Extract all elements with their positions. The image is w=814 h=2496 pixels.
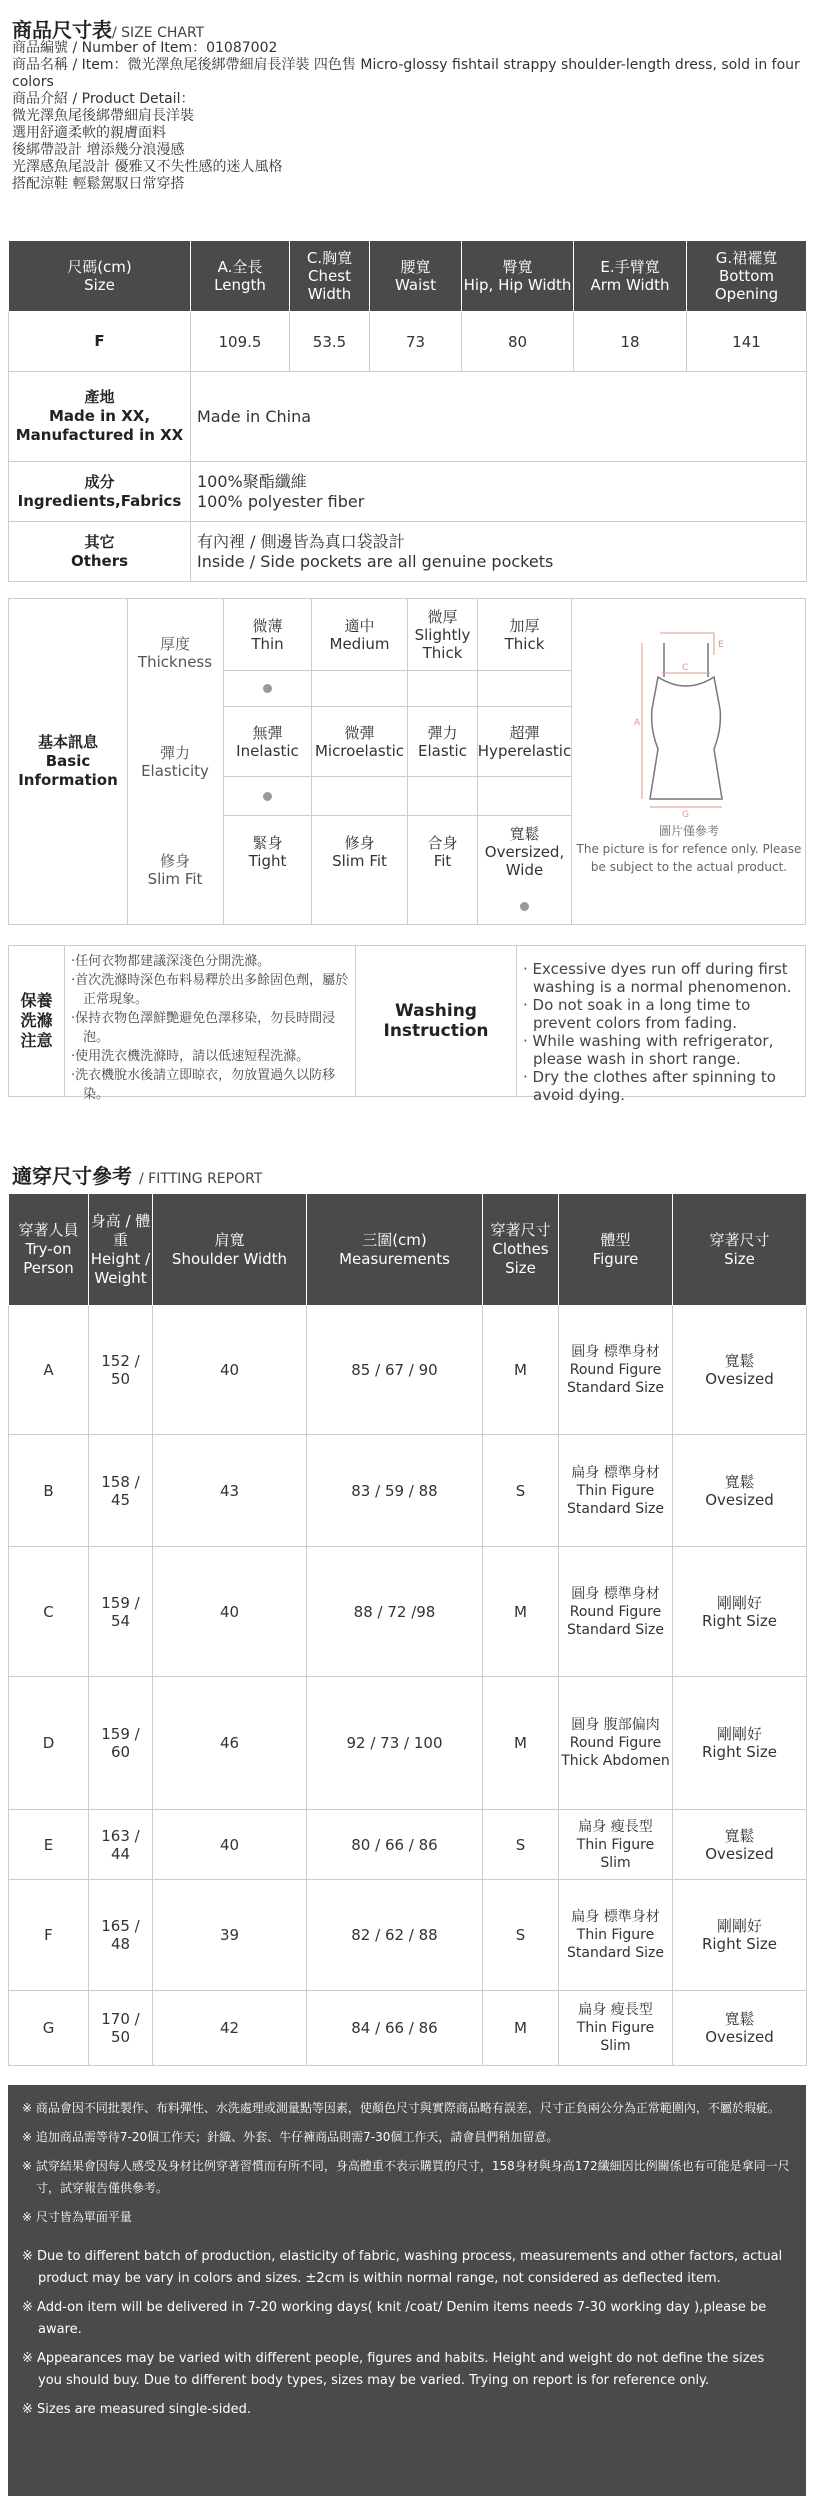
size-table bbox=[8, 240, 807, 582]
thickness-option: 適中 Medium bbox=[311, 599, 407, 671]
elasticity-label: 彈力 Elasticity bbox=[141, 743, 209, 780]
table-row: G 170 / 50 42 84 / 66 / 86 M 扁身 瘦長型 Thin Figure Slim 寬鬆 Ovesized bbox=[9, 1991, 807, 2066]
washing-label-zh: 保養洗滌注意 bbox=[9, 946, 65, 1096]
col-waist: 腰寬 Waist bbox=[370, 241, 462, 312]
washing-item: ·保持衣物色澤鮮艷避免色澤移染，勿長時間浸泡。 bbox=[71, 1011, 336, 1045]
washing-title-en: Washing Instruction bbox=[355, 946, 517, 1096]
origin-value: Made in China bbox=[191, 372, 807, 462]
table-row: A 152 / 50 40 85 / 67 / 90 M 圓身 標準身材 Round Figure Standard Size 寬鬆 Ovesized bbox=[9, 1306, 807, 1435]
note-en: ※ Add-on item will be delivered in 7-20 working days( knit /coat/ Denim items needs 7-30 working day ),please be aware. bbox=[22, 2300, 767, 2337]
elasticity-option: 無彈 Inelastic bbox=[223, 707, 311, 777]
diagram-letter: C bbox=[682, 663, 689, 673]
selected-dot bbox=[263, 792, 272, 801]
fabric-row bbox=[9, 462, 807, 522]
col-figure: 體型 Figure bbox=[559, 1194, 673, 1306]
fitting-header-row bbox=[9, 1194, 807, 1306]
elasticity-option: 微彈 Microelastic bbox=[311, 707, 407, 777]
fit-option: 修身 Slim Fit bbox=[311, 816, 407, 888]
table-row: C 159 / 54 40 88 / 72 /98 M 圓身 標準身材 Round Figure Standard Size 剛剛好 Right Size bbox=[9, 1547, 807, 1677]
size-chart-title bbox=[0, 0, 814, 42]
other-value: 有內裡 / 側邊皆為真口袋設計 Inside / Side pockets are all genuine pockets bbox=[191, 522, 807, 582]
info-line: 微光澤魚尾後綁帶細肩長洋裝 bbox=[12, 108, 194, 124]
col-clothes-size: 穿著尺寸 Clothes Size bbox=[483, 1194, 559, 1306]
fit-mark bbox=[477, 888, 571, 924]
basic-info bbox=[8, 598, 806, 925]
diagram-letter: E bbox=[718, 640, 724, 650]
washing-item-en: · Do not soak in a long time to prevent colors from fading. bbox=[523, 996, 751, 1032]
washing-section bbox=[8, 945, 806, 1104]
note-zh: ※ 追加商品需等待7-20個工作天；針織、外套、牛仔褲商品則需7-30個工作天，請會員們稍加留意。 bbox=[22, 2130, 559, 2144]
thickness-label: 厚度 Thickness bbox=[137, 635, 213, 671]
product-info bbox=[12, 40, 802, 193]
elasticity-mark bbox=[223, 777, 311, 816]
elasticity-mark bbox=[407, 777, 477, 816]
fit-mark bbox=[223, 888, 311, 924]
title-zh: 商品尺寸表 bbox=[12, 18, 112, 42]
note-zh: ※ 尺寸皆為單面平量 bbox=[22, 2210, 132, 2224]
thickness-option: 微厚 Slightly Thick bbox=[407, 599, 477, 671]
other-label: 其它 Others bbox=[9, 522, 191, 582]
note-en: ※ Sizes are measured single-sided. bbox=[22, 2402, 252, 2417]
info-line: 後綁帶設計 增添幾分浪漫感 bbox=[12, 142, 185, 158]
fit-mark bbox=[407, 888, 477, 924]
fit-option: 寬鬆 Oversized, Wide bbox=[477, 816, 571, 888]
elasticity-option: 超彈 Hyperelastic bbox=[477, 707, 571, 777]
other-row bbox=[9, 522, 807, 582]
size-cell: 73 bbox=[370, 312, 462, 372]
table-row: B 158 / 45 43 83 / 59 / 88 S 扁身 標準身材 Thin Figure Standard Size 寬鬆 Ovesized bbox=[9, 1435, 807, 1547]
info-line: 光澤感魚尾設計 優雅又不失性感的迷人風格 bbox=[12, 159, 283, 175]
thickness-option: 加厚 Thick bbox=[477, 599, 571, 671]
info-line: 選用舒適柔軟的親膚面料 bbox=[12, 125, 166, 141]
table-row: F 165 / 48 39 82 / 62 / 88 S 扁身 標準身材 Thin Figure Standard Size 剛剛好 Right Size bbox=[9, 1880, 807, 1991]
size-cell: 80 bbox=[462, 312, 574, 372]
note-en: ※ Due to different batch of production, elasticity of fabric, washing process, measurements and other factors, actual product may be vary in colors and sizes. ±2cm is within normal range, not considered as deflected item. bbox=[22, 2249, 783, 2286]
size-cell: 141 bbox=[687, 312, 807, 372]
col-length: A.全長 Length bbox=[191, 241, 290, 312]
washing-item-en: · Excessive dyes run off during first washing is a normal phenomenon. bbox=[523, 960, 792, 996]
washing-item-en: · Dry the clothes after spinning to avoid dying. bbox=[523, 1068, 776, 1104]
fabric-value: 100%聚酯纖維 100% polyester fiber bbox=[191, 462, 807, 522]
washing-item: ·使用洗衣機洗滌時，請以低速短程洗滌。 bbox=[71, 1049, 310, 1064]
selected-dot bbox=[263, 684, 272, 693]
fit-label: 修身 Slim Fit bbox=[147, 852, 203, 888]
elasticity-option: 彈力 Elastic bbox=[407, 707, 477, 777]
selected-dot bbox=[520, 902, 529, 911]
thickness-mark bbox=[311, 671, 407, 707]
thickness-mark bbox=[407, 671, 477, 707]
origin-label: 產地 Made in XX, Manufactured in XX bbox=[9, 372, 191, 462]
size-row bbox=[9, 312, 807, 372]
info-line: 商品名稱 / Item：微光澤魚尾後綁帶細肩長洋裝 四色售 Micro-glossy fishtail strappy shoulder-length dress, sold in four colors bbox=[12, 57, 800, 90]
col-chest: C.胸寬 Chest Width bbox=[290, 241, 370, 312]
washing-item-en: · While washing with refrigerator, please wash in short range. bbox=[523, 1032, 774, 1068]
washing-list-zh bbox=[71, 952, 353, 1104]
fit-option: 合身 Fit bbox=[407, 816, 477, 888]
thickness-mark bbox=[477, 671, 571, 707]
dress-diagram bbox=[571, 599, 806, 924]
col-size: 尺碼(cm) Size bbox=[9, 241, 191, 312]
fit-mark bbox=[311, 888, 407, 924]
washing-item: ·任何衣物都建議深淺色分開洗滌。 bbox=[71, 954, 271, 969]
elasticity-mark bbox=[311, 777, 407, 816]
washing-item: ·首次洗滌時深色布料易釋於出多餘固色劑，屬於正常現象。 bbox=[71, 973, 349, 1007]
washing-item: ·洗衣機脫水後請立即晾衣，勿放置過久以防移染。 bbox=[71, 1068, 336, 1102]
col-person: 穿著人員 Try-on Person bbox=[9, 1194, 89, 1306]
note-en: ※ Appearances may be varied with different people, figures and habits. Height and weight do not define the sizes you should buy. Due to different body types, sizes may be varied. Trying on report is for reference only. bbox=[22, 2351, 765, 2388]
fitting-table bbox=[8, 1193, 807, 2066]
table-row: D 159 / 60 46 92 / 73 / 100 M 圓身 腹部偏肉 Round Figure Thick Abdomen 剛剛好 Right Size bbox=[9, 1677, 807, 1810]
washing-list-en bbox=[523, 960, 805, 1104]
info-line: 商品編號 / Number of Item：01087002 bbox=[12, 40, 278, 56]
col-fit-size: 穿著尺寸 Size bbox=[673, 1194, 807, 1306]
size-cell: F bbox=[9, 312, 191, 372]
diagram-caption: 圖片僅參考 The picture is for refence only. Please be subject to the actual product. bbox=[576, 824, 802, 874]
col-height-weight: 身高 / 體重 Height / Weight bbox=[89, 1194, 153, 1306]
note-zh: ※ 試穿結果會因每人感受及身材比例穿著習慣而有所不同，身高體重不表示購買的尺寸，158身材與身高172纖細因比例關係也有可能是拿同一尺寸，試穿報告僅供參考。 bbox=[22, 2159, 790, 2195]
elasticity-mark bbox=[477, 777, 571, 816]
fitting-title: 適穿尺寸參考 / FITTING REPORT bbox=[12, 1164, 263, 1188]
basic-info-label: 基本訊息 Basic Information bbox=[9, 599, 128, 924]
diagram-letter: A bbox=[634, 718, 641, 728]
title-en: / SIZE CHART bbox=[112, 25, 205, 41]
size-cell: 18 bbox=[574, 312, 687, 372]
origin-row bbox=[9, 372, 807, 462]
info-line: 搭配涼鞋 輕鬆駕馭日常穿搭 bbox=[12, 176, 185, 192]
col-arm: E.手臂寬 Arm Width bbox=[574, 241, 687, 312]
size-cell: 53.5 bbox=[290, 312, 370, 372]
size-header-row bbox=[9, 241, 807, 312]
table-row: E 163 / 44 40 80 / 66 / 86 S 扁身 瘦長型 Thin Figure Slim 寬鬆 Ovesized bbox=[9, 1810, 807, 1880]
thickness-option: 微薄 Thin bbox=[223, 599, 311, 671]
col-measurements: 三圍(cm) Measurements bbox=[307, 1194, 483, 1306]
dress-outline-icon bbox=[572, 599, 806, 819]
thickness-mark bbox=[223, 671, 311, 707]
info-line: 商品介紹 / Product Detail： bbox=[12, 91, 195, 107]
col-shoulder: 肩寬 Shoulder Width bbox=[153, 1194, 307, 1306]
fit-option: 緊身 Tight bbox=[223, 816, 311, 888]
diagram-letter: G bbox=[682, 810, 689, 819]
col-hip: 臀寬 Hip, Hip Width bbox=[462, 241, 574, 312]
note-zh: ※ 商品會因不同批製作、布料彈性、水洗處理或測量點等因素，使顏色尺寸與實際商品略有誤差，尺寸正負兩公分為正常範圍內，不屬於瑕疵。 bbox=[22, 2101, 780, 2115]
basic-info-grid bbox=[127, 599, 571, 924]
fabric-label: 成分 Ingredients,Fabrics bbox=[9, 462, 191, 522]
size-cell: 109.5 bbox=[191, 312, 290, 372]
col-bottom: G.裙襬寬 Bottom Opening bbox=[687, 241, 807, 312]
notes-panel bbox=[8, 2085, 806, 2496]
